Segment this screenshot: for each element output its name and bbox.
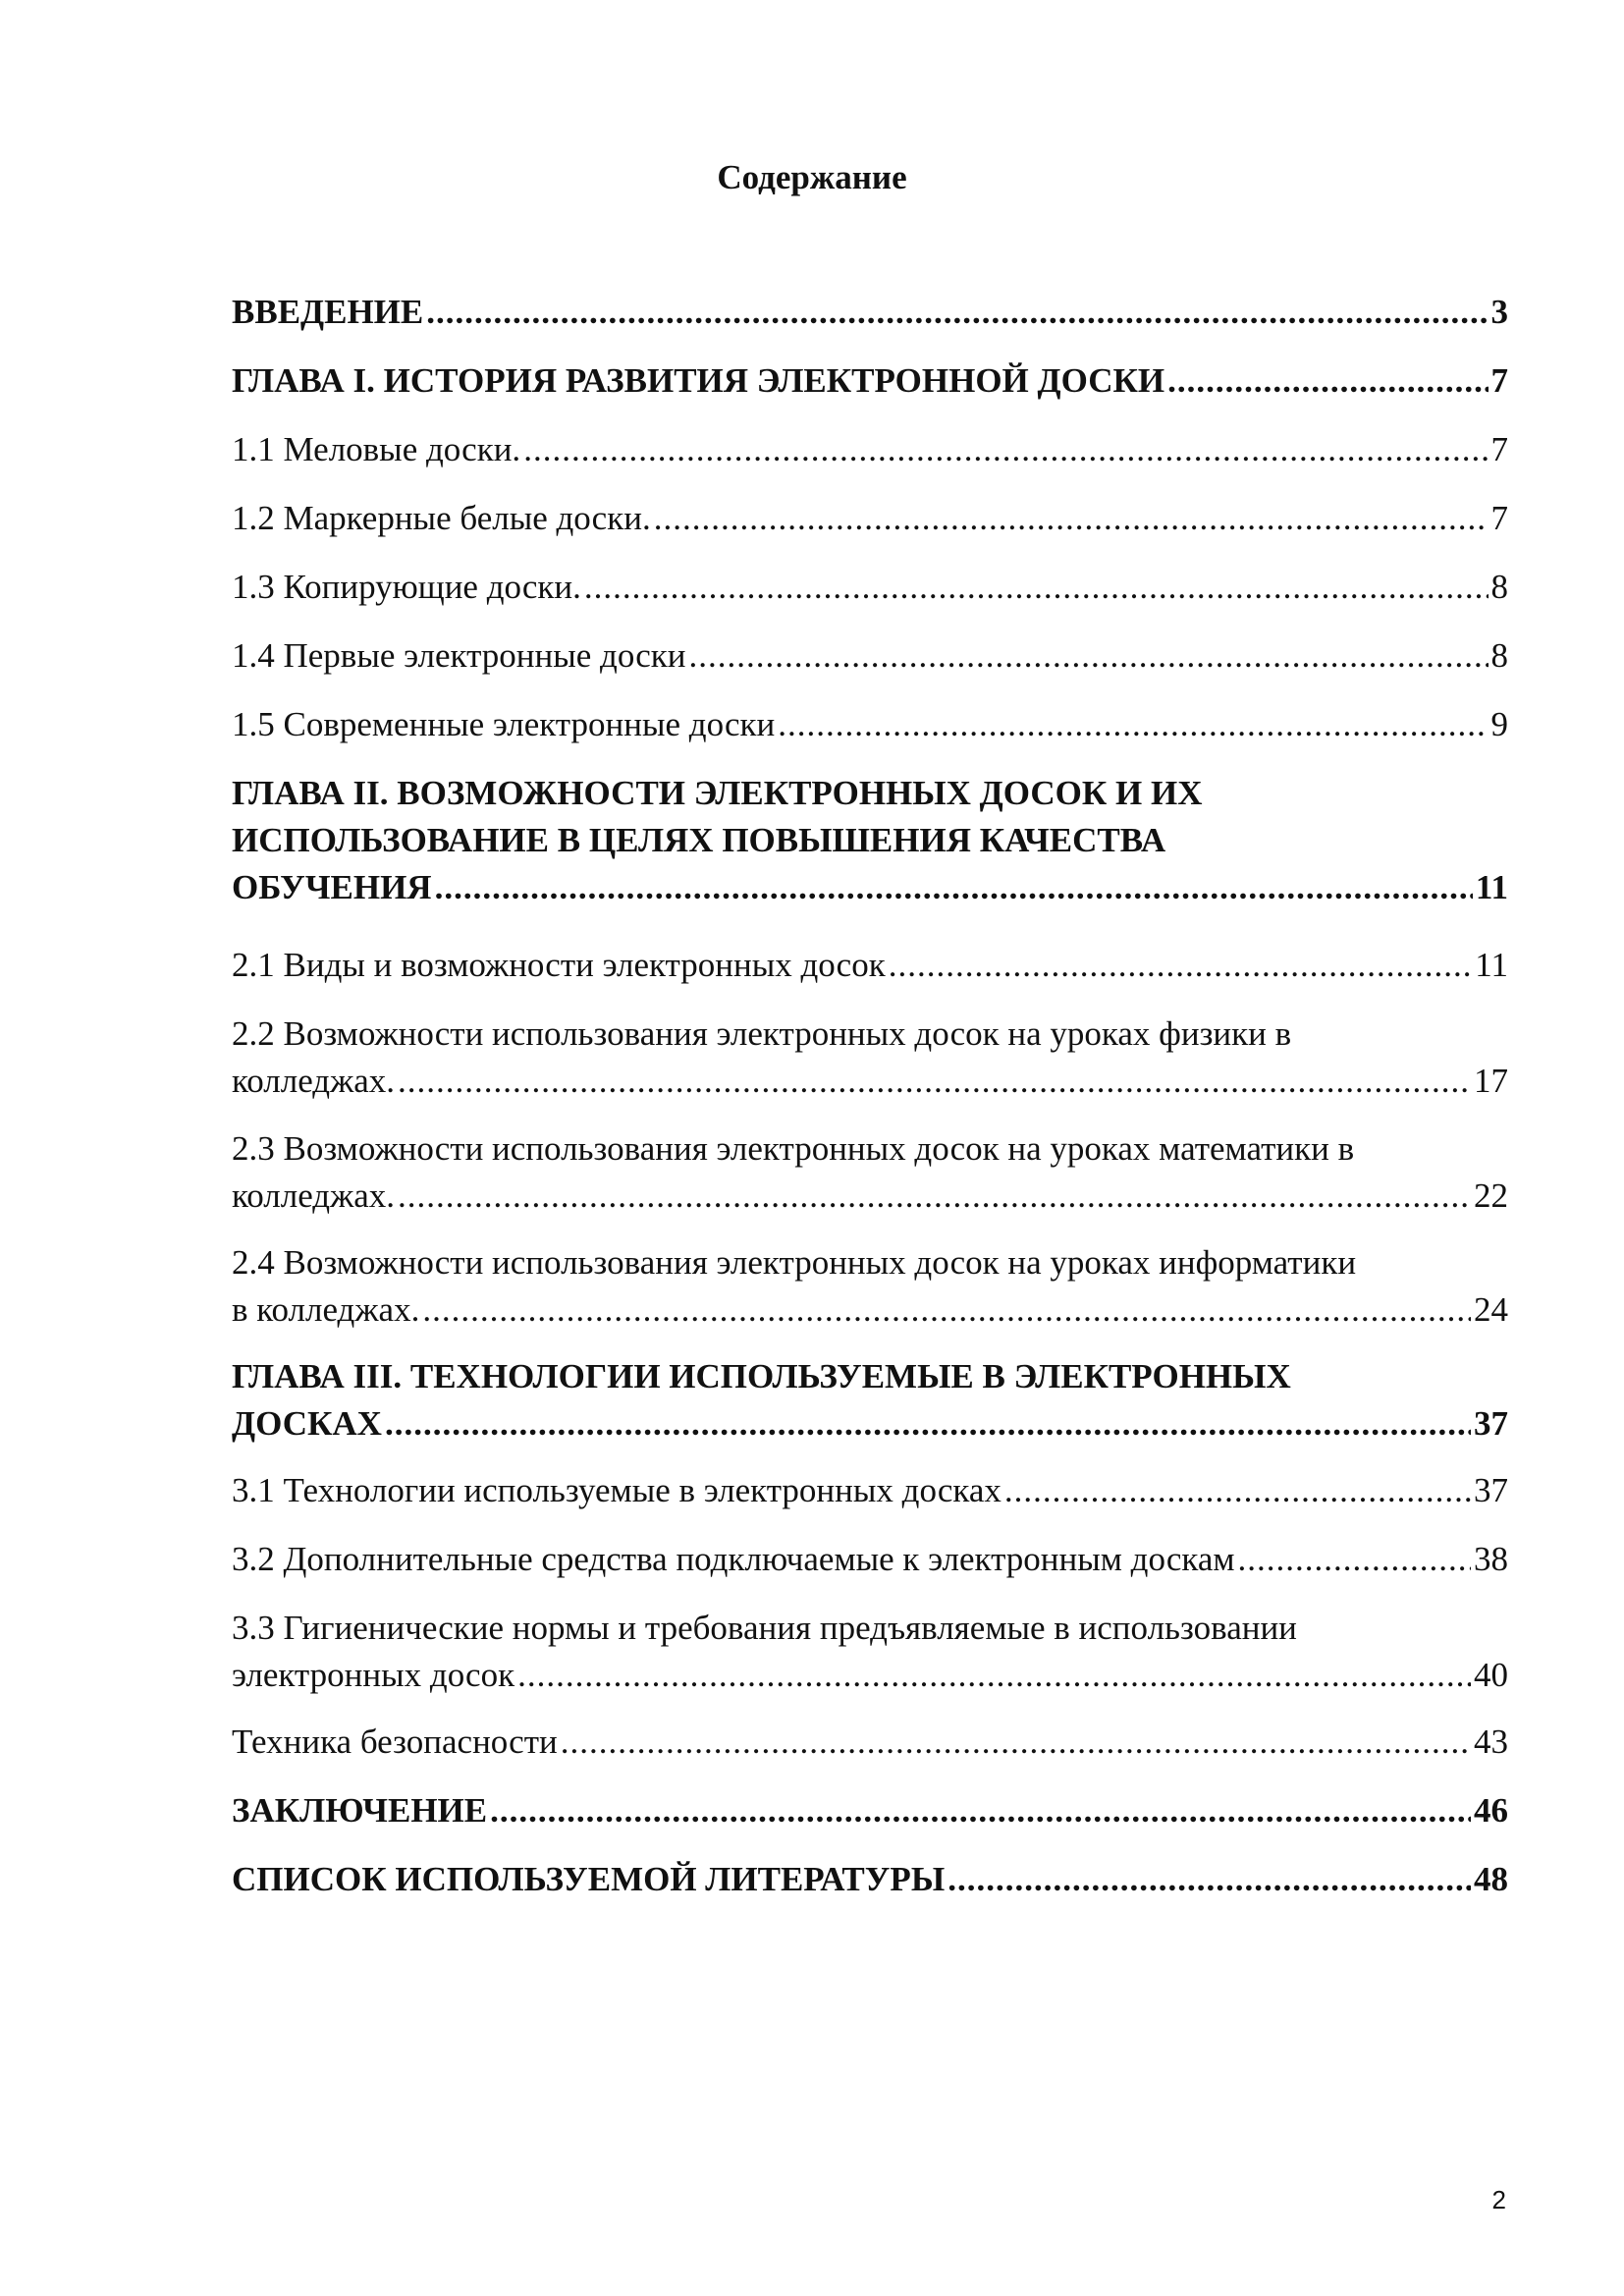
toc-chapter-entry[interactable] [232, 1787, 1508, 1834]
toc-dot-leader [889, 942, 1473, 989]
toc-dot-leader [385, 1400, 1471, 1448]
toc-section-entry[interactable] [232, 1239, 1508, 1334]
toc-page-number: 11 [1475, 868, 1508, 906]
toc-chapter-entry[interactable] [232, 1353, 1508, 1448]
toc-dot-leader [1167, 357, 1488, 405]
toc-dot-leader [778, 701, 1488, 748]
toc-page-number: 7 [1490, 361, 1508, 400]
toc-entry-line [232, 1856, 1508, 1903]
toc-entry-line [232, 1719, 1508, 1766]
toc-section-entry[interactable] [232, 942, 1508, 989]
toc-chapter-entry[interactable] [232, 1856, 1508, 1903]
toc-page-number: 37 [1474, 1404, 1508, 1443]
toc-entry-text: ОБУЧЕНИЯ [232, 868, 432, 906]
toc-dot-leader [584, 564, 1489, 611]
toc-section-entry[interactable] [232, 564, 1508, 611]
toc-dot-leader [1004, 1467, 1471, 1514]
toc-section-entry[interactable] [232, 1011, 1508, 1105]
toc-dot-leader [490, 1787, 1471, 1834]
toc-entry-text: ГЛАВА I. ИСТОРИЯ РАЗВИТИЯ ЭЛЕКТРОННОЙ ДОСКИ [232, 361, 1165, 400]
toc-entry-text-line: ГЛАВА II. ВОЗМОЖНОСТИ ЭЛЕКТРОННЫХ ДОСОК И ИХ [232, 774, 1203, 812]
toc-section-entry[interactable] [232, 1605, 1508, 1699]
toc-page-number: 43 [1474, 1722, 1508, 1761]
toc-entry-text: колледжах. [232, 1176, 396, 1215]
toc-entry-text: ЗАКЛЮЧЕНИЕ [232, 1791, 488, 1830]
toc-section-entry[interactable] [232, 1536, 1508, 1583]
toc-entry-line [232, 1173, 1508, 1220]
toc-section-entry[interactable] [232, 632, 1508, 680]
toc-entry-text: ДОСКАХ [232, 1404, 382, 1443]
toc-dot-leader [422, 1286, 1471, 1334]
toc-entry-line [232, 864, 1508, 911]
toc-entry-text: 2.1 Виды и возможности электронных досок [232, 946, 886, 984]
toc-dot-leader [689, 632, 1489, 680]
toc-entry-text: 3.2 Дополнительные средства подключаемые к электронным доскам [232, 1540, 1235, 1578]
toc-page-number: 37 [1474, 1471, 1508, 1509]
toc-dot-leader [398, 1173, 1471, 1220]
toc-dot-leader [654, 495, 1489, 542]
toc-entry-text-line: 3.3 Гигиенические нормы и требования предъявляемые в использовании [232, 1609, 1297, 1647]
toc-dot-leader [517, 1652, 1471, 1699]
toc-entry-line [232, 357, 1508, 405]
toc-entry-text: 1.5 Современные электронные доски [232, 705, 776, 743]
toc-entry-text: 1.1 Меловые доски. [232, 430, 521, 468]
toc-dot-leader [435, 864, 1473, 911]
toc-chapter-entry[interactable] [232, 289, 1508, 336]
toc-page-number: 48 [1474, 1860, 1508, 1898]
toc-entry-text: 1.2 Маркерные белые доски. [232, 499, 651, 537]
toc-entry-text-line: 2.2 Возможности использования электронных досок на уроках физики в [232, 1014, 1292, 1053]
toc-entry-line [232, 289, 1508, 336]
toc-entry-line [232, 1467, 1508, 1514]
toc-entry-line [232, 1400, 1508, 1448]
toc-page-number: 40 [1474, 1656, 1508, 1694]
toc-page-number: 3 [1490, 293, 1508, 331]
toc-entry-line [232, 1787, 1508, 1834]
toc-page-number: 46 [1474, 1791, 1508, 1830]
toc-entry-text: СПИСОК ИСПОЛЬЗУЕМОЙ ЛИТЕРАТУРЫ [232, 1860, 946, 1898]
toc-chapter-entry[interactable] [232, 770, 1508, 911]
toc-entry-text: Техника безопасности [232, 1722, 558, 1761]
toc-page-number: 22 [1474, 1176, 1508, 1215]
page-title: Содержание [717, 158, 907, 196]
toc-entry-text-line: ГЛАВА III. ТЕХНОЛОГИИ ИСПОЛЬЗУЕМЫЕ В ЭЛЕКТРОННЫХ [232, 1357, 1291, 1395]
toc-entry-line [232, 1536, 1508, 1583]
toc-entry-line [232, 1652, 1508, 1699]
toc-section-entry[interactable] [232, 1719, 1508, 1766]
toc-entry-line [232, 564, 1508, 611]
toc-dot-leader [426, 289, 1488, 336]
toc-entry-line [232, 1286, 1508, 1334]
toc-section-entry[interactable] [232, 1125, 1508, 1220]
toc-entry-text: электронных досок [232, 1656, 515, 1694]
toc-dot-leader [561, 1719, 1471, 1766]
page-number: 2 [1491, 2185, 1506, 2214]
toc-page-number: 11 [1475, 946, 1508, 984]
toc-entry-text: в колледжах. [232, 1290, 420, 1329]
toc-entry-text: колледжах. [232, 1062, 396, 1100]
toc-page-number: 38 [1474, 1540, 1508, 1578]
toc-entry-text-line: ИСПОЛЬЗОВАНИЕ В ЦЕЛЯХ ПОВЫШЕНИЯ КАЧЕСТВА [232, 821, 1166, 859]
toc-page-number: 8 [1490, 568, 1508, 606]
toc-page-number: 17 [1474, 1062, 1508, 1100]
toc-entry-text: 1.4 Первые электронные доски [232, 636, 686, 675]
toc-dot-leader [398, 1058, 1471, 1105]
toc-entry-line [232, 632, 1508, 680]
toc-entry-line [232, 942, 1508, 989]
toc-entry-line [232, 426, 1508, 473]
toc-entry-text-line: 2.4 Возможности использования электронных досок на уроках информатики [232, 1243, 1357, 1282]
toc-entry-line [232, 495, 1508, 542]
toc-section-entry[interactable] [232, 1467, 1508, 1514]
toc-page-number: 9 [1490, 705, 1508, 743]
toc-dot-leader [523, 426, 1488, 473]
toc-page-number: 8 [1490, 636, 1508, 675]
toc-dot-leader [947, 1856, 1471, 1903]
toc-entry-line [232, 701, 1508, 748]
toc-entry-text: ВВЕДЕНИЕ [232, 293, 424, 331]
toc-entry-line [232, 1058, 1508, 1105]
toc-entry-text: 3.1 Технологии используемые в электронных досках [232, 1471, 1001, 1509]
toc-entry-text: 1.3 Копирующие доски. [232, 568, 581, 606]
toc-section-entry[interactable] [232, 701, 1508, 748]
toc-entry-text-line: 2.3 Возможности использования электронных досок на уроках математики в [232, 1129, 1355, 1168]
toc-section-entry[interactable] [232, 426, 1508, 473]
toc-chapter-entry[interactable] [232, 357, 1508, 405]
toc-section-entry[interactable] [232, 495, 1508, 542]
toc-dot-leader [1238, 1536, 1471, 1583]
toc-page-number: 24 [1474, 1290, 1508, 1329]
toc-page-number: 7 [1490, 430, 1508, 468]
toc-page-number: 7 [1490, 499, 1508, 537]
